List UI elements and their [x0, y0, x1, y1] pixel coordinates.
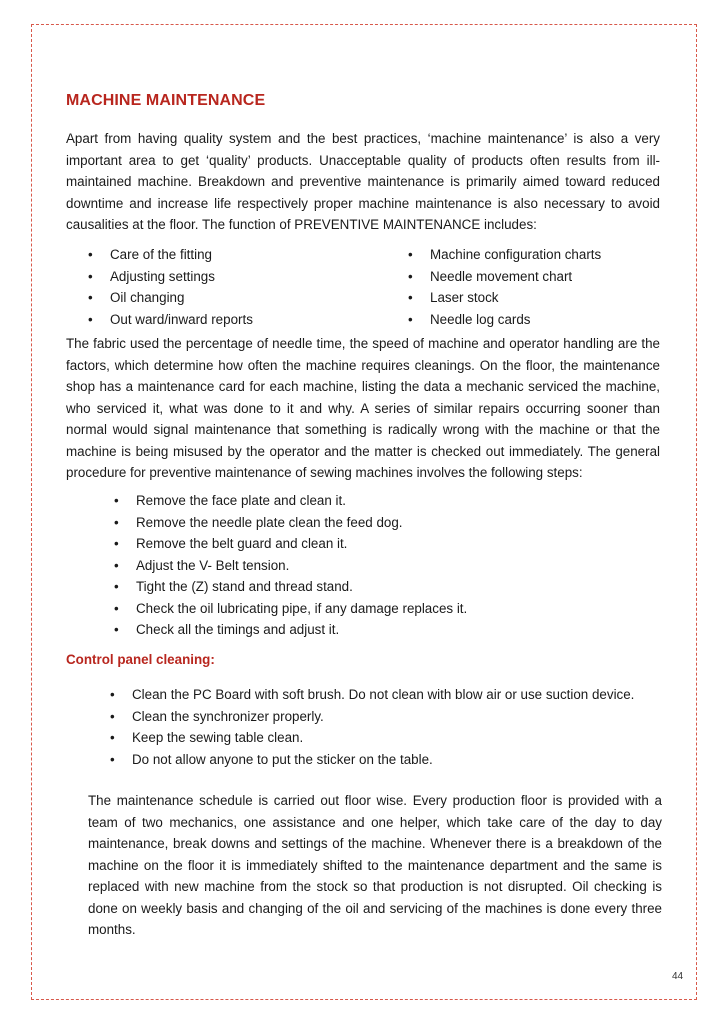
bullet-icon: • [114, 557, 119, 573]
bullet-icon: • [110, 708, 115, 724]
bullet-icon: • [88, 290, 93, 305]
bullet-icon: • [408, 247, 413, 262]
bullet-icon: • [88, 311, 93, 327]
list-item: • Check all the timings and adjust it. [114, 619, 654, 641]
schedule-section [88, 790, 662, 941]
preventive-functions-left-column [88, 244, 408, 330]
second-paragraph: The fabric used the percentage of needle time, the speed of machine and operator handling are the factors, which determine how often the machine requires cleanings. On the floor, the maintenance shop has a maintenance card for each machine, listing the data a mechanic serviced the machine, who serviced it, what was done to it and why. A series of similar repairs occurring sooner than normal would signal maintenance that something is radically wrong with the machine or that the machine is being misused by the operator and the matter is checked out immediately. The general procedure for preventive maintenance of sewing machines involves the following steps: [66, 336, 660, 480]
bullet-icon: • [114, 493, 119, 508]
bullet-icon: • [88, 247, 93, 262]
list-item: • Tight the (Z) stand and thread stand. [114, 576, 654, 598]
list-item: • Adjust the V- Belt tension. [114, 555, 654, 577]
control-panel-heading: Control panel cleaning: [66, 652, 215, 667]
list-item: • Remove the face plate and clean it. [114, 490, 654, 512]
bullet-icon: • [110, 751, 115, 767]
list-item: • Remove the needle plate clean the feed dog. [114, 512, 654, 534]
list-item: • Oil changing [88, 287, 408, 309]
list-item: • Do not allow anyone to put the sticker on the table. [110, 749, 670, 771]
list-item: • Care of the fitting [88, 244, 408, 266]
bullet-icon: • [114, 600, 119, 616]
preventive-functions-right-column [408, 244, 648, 330]
preventive-functions-list [88, 244, 648, 330]
list-item: • Remove the belt guard and clean it. [114, 533, 654, 555]
list-item: • Check the oil lubricating pipe, if any damage replaces it. [114, 598, 654, 620]
closing-paragraph: The maintenance schedule is carried out floor wise. Every production floor is provided with a team of two mechanics, one assistance and one helper, which take care of the day to day maintenance, break downs and settings of the machine. Whenever there is a breakdown of the machine on the floor it is immediately shifted to the maintenance department and the same is replaced with new machine from the stock so that production is not disrupted. Oil checking is done on weekly basis and changing of the oil and servicing of the machines is done every three months. [88, 793, 662, 937]
bullet-icon: • [110, 687, 115, 702]
bullet-icon: • [408, 290, 413, 305]
list-item: • Needle movement chart [408, 266, 648, 288]
control-panel-steps-list [110, 684, 670, 770]
bullet-icon: • [408, 268, 413, 284]
list-item: • Clean the synchronizer properly. [110, 706, 670, 728]
list-item: • Laser stock [408, 287, 648, 309]
needle-time-section [66, 333, 660, 484]
bullet-icon: • [114, 536, 119, 551]
bullet-icon: • [114, 514, 119, 530]
page-number: 44 [672, 971, 684, 982]
page-title: MACHINE MAINTENANCE [66, 92, 266, 109]
bullet-icon: • [408, 311, 413, 327]
list-item: • Needle log cards [408, 309, 648, 331]
intro-section [66, 128, 660, 236]
bullet-icon: • [110, 730, 115, 745]
list-item: • Machine configuration charts [408, 244, 648, 266]
bullet-icon: • [88, 268, 93, 284]
intro-paragraph: Apart from having quality system and the best practices, ‘machine maintenance’ is also a very important area to get ‘quality’ products. Unacceptable quality of products often results from ill-maintained machine. Breakdown and preventive maintenance is primarily aimed toward reduced downtime and increase life respectively proper machine maintenance is also necessary to avoid causalities at the floor. The function of PREVENTIVE MAINTENANCE includes: [66, 131, 660, 232]
list-item: • Clean the PC Board with soft brush. Do not clean with blow air or use suction device. [110, 684, 670, 706]
bullet-icon: • [114, 579, 119, 594]
list-item: • Keep the sewing table clean. [110, 727, 670, 749]
bullet-icon: • [114, 622, 119, 637]
list-item: • Out ward/inward reports [88, 309, 408, 331]
procedure-steps-list [114, 490, 654, 641]
list-item: • Adjusting settings [88, 266, 408, 288]
